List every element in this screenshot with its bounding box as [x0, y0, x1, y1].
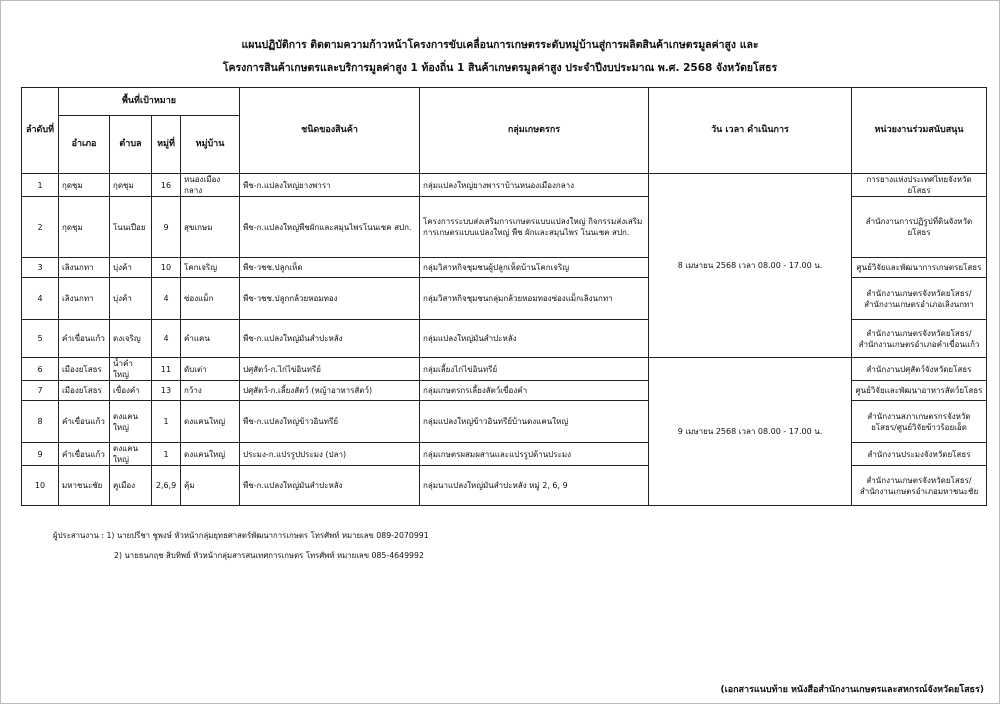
cell-village: คำแคน — [181, 320, 240, 358]
cell-moo: 10 — [152, 258, 181, 278]
cell-product: ปศุสัตว์-ก.เลี้ยงสัตว์ (หญ้าอาหารสัตว์) — [240, 381, 420, 401]
cell-no: 6 — [22, 358, 59, 381]
cell-subdistrict: ดงเจริญ — [110, 320, 152, 358]
table-row — [22, 174, 987, 197]
cell-group: โครงการระบบส่งเสริมการเกษตรแบบแปลงใหญ่ กิจกรรมส่งเสริมการเกษตรแบบแปลงใหญ่ พืช ผักและสมุนไพร โนนเชค สปก. — [420, 197, 649, 258]
cell-moo: 13 — [152, 381, 181, 401]
cell-agency: สำนักงานเกษตรจังหวัดยโสธร/สำนักงานเกษตรอำเภอเลิงนกทา — [852, 278, 987, 320]
cell-product: พืช-ก.แปลงใหญ่มันสำปะหลัง — [240, 320, 420, 358]
cell-village: กว้าง — [181, 381, 240, 401]
title-line-1: แผนปฏิบัติการ ติดตามความก้าวหน้าโครงการขับเคลื่อนการเกษตรระดับหมู่บ้านสู่การผลิตสินค้าเกษตรมูลค่าสูง และ — [241, 39, 759, 51]
cell-group: กลุ่มแปลงใหญ่ยางพาราบ้านหนองเมืองกลาง — [420, 174, 649, 197]
cell-village: คุ้ม — [181, 466, 240, 506]
cell-moo: 16 — [152, 174, 181, 197]
cell-datetime-group1: 8 เมษายน 2568 เวลา 08.00 - 17.00 น. — [649, 174, 852, 358]
cell-no: 2 — [22, 197, 59, 258]
cell-village: ซ่องแม็ก — [181, 278, 240, 320]
cell-district: มหาชนะชัย — [59, 466, 110, 506]
cell-village: หนองเมืองกลาง — [181, 174, 240, 197]
header-village: หมู่บ้าน — [181, 116, 240, 174]
cell-group: กลุ่มแปลงใหญ่ข้าวอินทรีย์บ้านดงแคนใหญ่ — [420, 401, 649, 443]
cell-product: พืช-วชช.ปลูกเห็ด — [240, 258, 420, 278]
cell-agency: ศูนย์วิจัยและพัฒนาอาหารสัตว์ยโสธร — [852, 381, 987, 401]
cell-agency: สำนักงานการปฏิรูปที่ดินจังหวัดยโสธร — [852, 197, 987, 258]
header-group: กลุ่มเกษตรกร — [420, 88, 649, 174]
cell-agency: สำนักงานประมงจังหวัดยโสธร — [852, 443, 987, 466]
table-row — [22, 358, 987, 381]
cell-group: กลุ่มวิสาหกิจชุมชนผู้ปลูกเห็ดบ้านโคกเจริญ — [420, 258, 649, 278]
cell-district: คำเขื่อนแก้ว — [59, 320, 110, 358]
cell-district: เมืองยโสธร — [59, 381, 110, 401]
cell-product: ปศุสัตว์-ก.ไก่ไข่อินทรีย์ — [240, 358, 420, 381]
header-datetime: วัน เวลา ดำเนินการ — [649, 88, 852, 174]
header-no: ลำดับที่ — [22, 88, 59, 174]
cell-subdistrict: บุ่งค้า — [110, 258, 152, 278]
header-agency: หน่วยงานร่วมสนับสนุน — [852, 88, 987, 174]
cell-moo: 9 — [152, 197, 181, 258]
coordinator-note-2: 2) นายธนกฤช สิบทิพย์ หัวหน้ากลุ่มสารสนเทศการเกษตร โทรศัพท์ หมายเลข 085-4649992 — [114, 551, 424, 560]
cell-product: พืช-ก.แปลงใหญ่ข้าวอินทรีย์ — [240, 401, 420, 443]
plan-table — [21, 87, 987, 506]
cell-subdistrict: ดงแคนใหญ่ — [110, 401, 152, 443]
cell-agency: ศูนย์วิจัยและพัฒนาการเกษตรยโสธร — [852, 258, 987, 278]
header-target-area: พื้นที่เป้าหมาย — [59, 88, 240, 116]
cell-group: กลุ่มนาแปลงใหญ่มันสำปะหลัง หมู่ 2, 6, 9 — [420, 466, 649, 506]
cell-product: พืช-ก.แปลงใหญ่มันสำปะหลัง — [240, 466, 420, 506]
cell-no: 9 — [22, 443, 59, 466]
cell-product: พืช-ก.แปลงใหญ่ยางพารา — [240, 174, 420, 197]
cell-district: กุดชุม — [59, 197, 110, 258]
cell-district: คำเขื่อนแก้ว — [59, 443, 110, 466]
cell-district: คำเขื่อนแก้ว — [59, 401, 110, 443]
cell-group: กลุ่มเกษตรผสมผสานและแปรรูปด้านประมง — [420, 443, 649, 466]
cell-moo: 1 — [152, 401, 181, 443]
cell-agency: สำนักงานปศุสัตว์จังหวัดยโสธร — [852, 358, 987, 381]
header-subdistrict: ตำบล — [110, 116, 152, 174]
cell-agency: การยางแห่งประเทศไทยจังหวัดยโสธร — [852, 174, 987, 197]
cell-subdistrict: เขื่องคำ — [110, 381, 152, 401]
header-moo: หมู่ที่ — [152, 116, 181, 174]
cell-moo: 11 — [152, 358, 181, 381]
cell-group: กลุ่มแปลงใหญ่มันสำปะหลัง — [420, 320, 649, 358]
cell-moo: 2,6,9 — [152, 466, 181, 506]
cell-group: กลุ่มวิสาหกิจชุมชนกลุ่มกล้วยหอมทองซ่องแม็กเลิงนกทา — [420, 278, 649, 320]
cell-no: 5 — [22, 320, 59, 358]
cell-village: ดับเต่า — [181, 358, 240, 381]
coordinator-note-1: ผู้ประสานงาน : 1) นายปรีชา ชูพงษ์ หัวหน้ากลุ่มยุทธศาสตร์พัฒนาการเกษตร โทรศัพท์ หมายเลข 089-2070991 — [53, 531, 429, 540]
cell-district: เลิงนกทา — [59, 278, 110, 320]
cell-agency: สำนักงานสภาเกษตรกรจังหวัดยโสธร/ศูนย์วิจัยข้าวร้อยเอ็ด — [852, 401, 987, 443]
cell-moo: 4 — [152, 278, 181, 320]
cell-moo: 1 — [152, 443, 181, 466]
cell-village: สุขเกษม — [181, 197, 240, 258]
cell-no: 4 — [22, 278, 59, 320]
attachment-footer: (เอกสารแนบท้าย หนังสือสำนักงานเกษตรและสหกรณ์จังหวัดยโสธร) — [720, 685, 984, 695]
cell-subdistrict: ดงแคนใหญ่ — [110, 443, 152, 466]
cell-subdistrict: น้ำคำใหญ่ — [110, 358, 152, 381]
cell-product: ประมง-ก.แปรรูปประมง (ปลา) — [240, 443, 420, 466]
cell-agency: สำนักงานเกษตรจังหวัดยโสธร/สำนักงานเกษตรอำเภอคำเขื่อนแก้ว — [852, 320, 987, 358]
cell-group: กลุ่มเลี้ยงไก่ไข่อินทรีย์ — [420, 358, 649, 381]
cell-no: 10 — [22, 466, 59, 506]
cell-agency: สำนักงานเกษตรจังหวัดยโสธร/สำนักงานเกษตรอำเภอมหาชนะชัย — [852, 466, 987, 506]
cell-village: โคกเจริญ — [181, 258, 240, 278]
cell-no: 1 — [22, 174, 59, 197]
cell-product: พืช-วชช.ปลูกกล้วยหอมทอง — [240, 278, 420, 320]
cell-district: กุดชุม — [59, 174, 110, 197]
cell-subdistrict: คูเมือง — [110, 466, 152, 506]
cell-subdistrict: โนนเปือย — [110, 197, 152, 258]
header-product: ชนิดของสินค้า — [240, 88, 420, 174]
cell-moo: 4 — [152, 320, 181, 358]
cell-district: เมืองยโสธร — [59, 358, 110, 381]
cell-subdistrict: บุ่งค้า — [110, 278, 152, 320]
header-district: อำเภอ — [59, 116, 110, 174]
cell-group: กลุ่มเกษตรกรเลี้ยงสัตว์เขื่องคำ — [420, 381, 649, 401]
title-line-2: โครงการสินค้าเกษตรและบริการมูลค่าสูง 1 ท้องถิ่น 1 สินค้าเกษตรมูลค่าสูง ประจำปีงบประมาณ พ.ศ. 2568 จังหวัดยโสธร — [222, 62, 778, 74]
cell-village: ดงแคนใหญ่ — [181, 443, 240, 466]
cell-subdistrict: กุดชุม — [110, 174, 152, 197]
cell-village: ดงแคนใหญ่ — [181, 401, 240, 443]
cell-product: พืช-ก.แปลงใหญ่พืชผักและสมุนไพรโนนเชค สปก. — [240, 197, 420, 258]
cell-no: 3 — [22, 258, 59, 278]
cell-district: เลิงนกทา — [59, 258, 110, 278]
cell-datetime-group2: 9 เมษายน 2568 เวลา 08.00 - 17.00 น. — [649, 358, 852, 506]
cell-no: 7 — [22, 381, 59, 401]
cell-no: 8 — [22, 401, 59, 443]
